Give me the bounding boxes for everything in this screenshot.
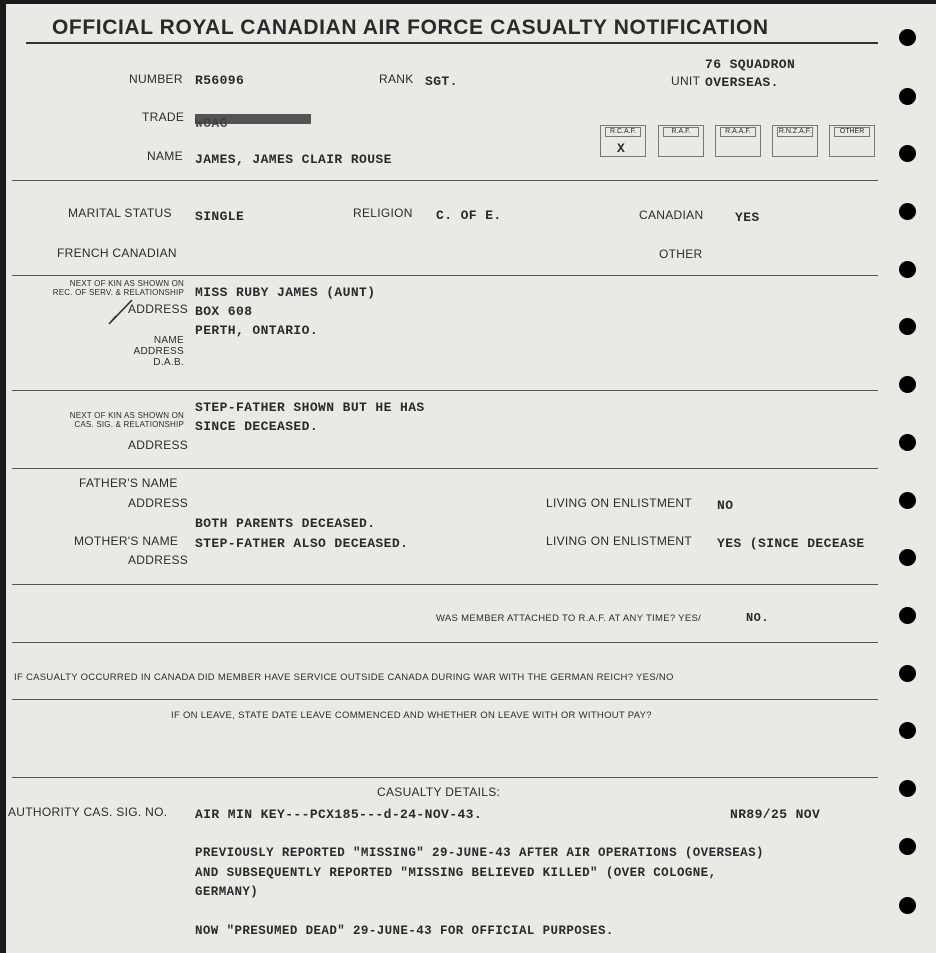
service-box-rnzaf <box>772 125 818 157</box>
nok-cas-label-line2: CAS. SIG. & RELATIONSHIP <box>74 420 184 429</box>
nok-rec-label-line1: NEXT OF KIN AS SHOWN ON <box>69 279 184 288</box>
french-canadian-label: FRENCH CANADIAN <box>57 246 177 260</box>
punch-hole <box>899 492 916 509</box>
authority-value: AIR MIN KEY---PCX185---d-24-NOV-43. <box>195 807 483 822</box>
punch-hole <box>899 780 916 797</box>
nok-cas-label-line1: NEXT OF KIN AS SHOWN ON <box>69 411 184 420</box>
section-rule <box>12 468 878 469</box>
marital-status-value: SINGLE <box>195 209 245 224</box>
father-living-label: LIVING ON ENLISTMENT <box>546 496 693 510</box>
leave-question: IF ON LEAVE, STATE DATE LEAVE COMMENCED AND WHETHER ON LEAVE WITH OR WITHOUT PAY? <box>171 710 652 721</box>
number-label: NUMBER <box>129 72 183 86</box>
outside-canada-question: IF CASUALTY OCCURRED IN CANADA DID MEMBER HAVE SERVICE OUTSIDE CANADA DURING WAR WITH THE GERMAN REICH? YES/NO <box>14 672 674 683</box>
nok-rec-line2: BOX 608 <box>195 304 253 319</box>
details-line2: AND SUBSEQUENTLY REPORTED "MISSING BELIEVED KILLED" (OVER COLOGNE, <box>195 866 717 880</box>
canadian-value: YES <box>735 210 760 225</box>
service-box-label: OTHER <box>834 127 870 137</box>
unit-label: UNIT <box>671 74 701 88</box>
religion-value: C. OF E. <box>436 208 502 223</box>
section-rule <box>12 777 878 778</box>
punch-hole <box>899 665 916 682</box>
dab-line3: D.A.B. <box>153 357 184 368</box>
casualty-details-heading: CASUALTY DETAILS: <box>377 785 501 799</box>
punch-hole <box>899 29 916 46</box>
mother-address-label: ADDRESS <box>128 553 189 567</box>
title-rule <box>26 42 878 44</box>
nok-rec-line1: MISS RUBY JAMES (AUNT) <box>195 285 376 300</box>
punch-hole <box>899 838 916 855</box>
details-line1: PREVIOUSLY REPORTED "MISSING" 29-JUNE-43 AFTER AIR OPERATIONS (OVERSEAS) <box>195 846 764 860</box>
parents-note-line2: STEP-FATHER ALSO DECEASED. <box>195 536 409 551</box>
punch-hole <box>899 897 916 914</box>
other-label: OTHER <box>659 247 703 261</box>
trade-strikeout <box>195 114 311 124</box>
service-box-label: R.C.A.F. <box>605 127 641 137</box>
mothers-name-label: MOTHER'S NAME <box>74 534 179 548</box>
mother-living-value: YES (SINCE DECEASE <box>717 536 865 551</box>
nok-rec-line3: PERTH, ONTARIO. <box>195 323 319 338</box>
section-rule <box>12 699 878 700</box>
parents-note-line1: BOTH PARENTS DECEASED. <box>195 516 376 531</box>
service-box-raaf <box>715 125 761 157</box>
authority-label: AUTHORITY CAS. SIG. NO. <box>8 805 168 819</box>
nok-rec-label <box>26 279 184 297</box>
service-box-label: R.A.F. <box>663 127 699 137</box>
nok-cas-address-label: ADDRESS <box>128 438 189 452</box>
section-rule <box>12 642 878 643</box>
name-address-dab-label <box>116 335 184 368</box>
trade-label: TRADE <box>142 110 185 124</box>
punch-hole <box>899 145 916 162</box>
section-rule <box>12 180 878 181</box>
nok-rec-address-label: ADDRESS <box>128 302 189 316</box>
punch-hole <box>899 88 916 105</box>
service-box-rcaf <box>600 125 646 157</box>
checkmark-icon <box>106 296 136 326</box>
punch-hole <box>899 203 916 220</box>
rank-value: SGT. <box>425 74 458 89</box>
service-box-mark: X <box>617 141 626 156</box>
service-box-label: R.N.Z.A.F. <box>778 128 812 135</box>
name-label: NAME <box>147 149 183 163</box>
punch-hole <box>899 607 916 624</box>
father-address-label: ADDRESS <box>128 496 189 510</box>
service-box-label: R.A.A.F. <box>720 127 756 137</box>
section-rule <box>12 275 878 276</box>
unit-value-line1: 76 SQUADRON <box>705 57 796 72</box>
nok-cas-label <box>26 411 184 429</box>
rank-label: RANK <box>379 72 414 86</box>
punch-hole <box>899 434 916 451</box>
form-title: OFFICIAL ROYAL CANADIAN AIR FORCE CASUALTY NOTIFICATION <box>52 16 769 39</box>
service-box-other <box>829 125 875 157</box>
details-line4: NOW "PRESUMED DEAD" 29-JUNE-43 FOR OFFICIAL PURPOSES. <box>195 924 614 938</box>
punch-hole <box>899 318 916 335</box>
dab-line1: NAME <box>153 335 184 346</box>
marital-status-label: MARITAL STATUS <box>68 206 172 220</box>
authority-right-value: NR89/25 NOV <box>730 807 821 822</box>
punch-hole <box>899 261 916 278</box>
punch-hole <box>899 722 916 739</box>
service-box-raf <box>658 125 704 157</box>
details-line3: GERMANY) <box>195 885 259 899</box>
nok-rec-label-line2: REC. OF SERV. & RELATIONSHIP <box>52 288 184 297</box>
mother-living-label: LIVING ON ENLISTMENT <box>546 534 693 548</box>
nok-cas-line1: STEP-FATHER SHOWN BUT HE HAS <box>195 400 425 415</box>
punch-hole <box>899 549 916 566</box>
religion-label: RELIGION <box>353 206 413 220</box>
unit-value-line2: OVERSEAS. <box>705 75 779 90</box>
dab-line2: ADDRESS <box>133 346 184 357</box>
nok-cas-line2: SINCE DECEASED. <box>195 419 319 434</box>
raf-question: WAS MEMBER ATTACHED TO R.A.F. AT ANY TIME? YES/ <box>436 613 702 624</box>
punch-hole <box>899 376 916 393</box>
name-value: JAMES, JAMES CLAIR ROUSE <box>195 152 392 167</box>
canadian-label: CANADIAN <box>639 208 704 222</box>
section-rule <box>12 584 878 585</box>
father-living-value: NO <box>717 498 734 513</box>
casualty-notification-form <box>6 4 936 953</box>
fathers-name-label: FATHER'S NAME <box>79 476 178 490</box>
number-value: R56096 <box>195 73 245 88</box>
section-rule <box>12 390 878 391</box>
raf-answer: NO. <box>746 611 769 625</box>
